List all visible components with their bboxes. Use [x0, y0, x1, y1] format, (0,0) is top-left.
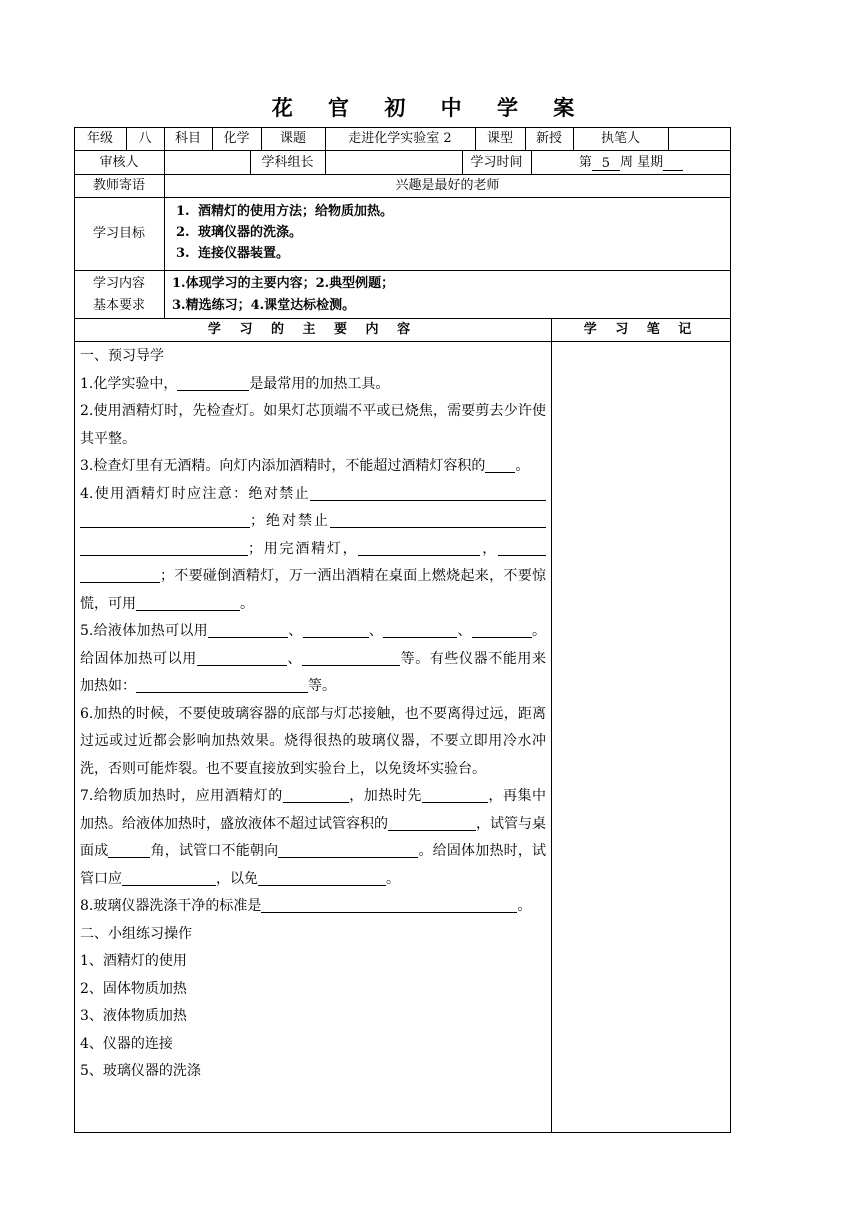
page-title: 花 官 初 中 学 案 — [271, 96, 589, 120]
question-5: 5.给液体加热可以用 、 、 、 。给固体加热可以用 、 等。有些仪器不能用来加热如： 等。 — [80, 623, 547, 694]
blank[interactable] — [278, 841, 418, 858]
blank[interactable] — [498, 539, 546, 556]
topic-value: 走进化学实验室 2 — [348, 131, 452, 146]
subject-value: 化学 — [223, 131, 250, 146]
notes-header: 学 习 笔 记 — [583, 322, 699, 337]
week-suffix: 周 星期 — [619, 154, 664, 170]
teacher-message: 兴趣是最好的老师 — [395, 178, 500, 193]
reviewer-label: 审核人 — [99, 154, 139, 170]
goals-label: 学习目标 — [92, 226, 145, 241]
type-value: 新授 — [535, 131, 562, 146]
blank[interactable] — [330, 511, 546, 528]
teacher-message-label: 教师寄语 — [92, 178, 145, 193]
main-content — [80, 343, 546, 1086]
blank[interactable] — [108, 841, 150, 858]
section-2-title: 二、小组练习操作 — [80, 925, 192, 942]
goal-item: 2. 玻璃仪器的洗涤。 — [176, 225, 303, 240]
blank[interactable] — [80, 566, 160, 583]
weekday-blank[interactable] — [663, 154, 683, 171]
week-number[interactable]: 5 — [592, 154, 620, 171]
blank[interactable] — [422, 786, 488, 803]
time-label: 学习时间 — [470, 154, 523, 170]
reviewer-value[interactable] — [164, 150, 250, 174]
blank[interactable] — [122, 869, 216, 886]
blank[interactable] — [383, 621, 457, 638]
list-item: 1、酒精灯的使用 — [80, 953, 187, 969]
requirements-label-line1: 学习内容 — [92, 276, 145, 291]
section-1-title: 一、预习导学 — [80, 348, 164, 364]
list-item: 5、玻璃仪器的洗涤 — [80, 1063, 201, 1079]
blank[interactable] — [283, 786, 349, 803]
blank[interactable] — [358, 539, 480, 556]
blank[interactable] — [388, 814, 476, 831]
grade-value: 八 — [138, 131, 152, 146]
list-item: 4、仪器的连接 — [80, 1035, 173, 1052]
question-4: 4.使用酒精灯时应注意：绝对禁止；绝对禁止；用完酒精灯， ，；不要碰倒酒精灯，万一洒出酒精在桌面上燃烧起来，不要惊慌，可用 。 — [80, 485, 546, 612]
author-value[interactable] — [668, 127, 731, 150]
requirements-label-line2: 基本要求 — [92, 298, 145, 313]
question-8: 8.玻璃仪器洗涤干净的标准是 。 — [80, 898, 532, 914]
requirements-line2: 3.精选练习；4.课堂达标检测。 — [172, 298, 356, 313]
blank[interactable] — [261, 896, 517, 913]
blank[interactable] — [310, 484, 546, 501]
week-prefix: 第 — [578, 154, 592, 170]
goal-item: 3. 连接仪器装置。 — [176, 246, 290, 261]
requirements-line1: 1.体现学习的主要内容；2.典型例题； — [172, 276, 395, 291]
blank[interactable] — [208, 621, 288, 638]
topic-label: 课题 — [279, 131, 306, 146]
notes-area[interactable] — [552, 342, 730, 1132]
blank[interactable] — [303, 621, 369, 638]
question-1: 1.化学实验中， 是最常用的加热工具。 — [80, 375, 390, 392]
question-7: 7.给物质加热时，应用酒精灯的 ，加热时先 ，再集中加热。给液体加热时，盛放液体不超过试管容积的 ，试管与桌面成 角，试管口不能朝向 。给固体加热时，试管口应 ，以免 。 — [80, 788, 547, 887]
subject-label: 科目 — [174, 131, 201, 146]
blank[interactable] — [197, 649, 287, 666]
blank[interactable] — [177, 374, 249, 391]
goal-item: 1. 酒精灯的使用方法；给物质加热。 — [176, 204, 394, 219]
blank[interactable] — [302, 649, 400, 666]
leader-value[interactable] — [325, 150, 462, 174]
author-label: 执笔人 — [600, 131, 640, 146]
type-label: 课型 — [486, 131, 513, 146]
question-2: 2.使用酒精灯时，先检查灯。如果灯芯顶端不平或已烧焦，需要剪去少许使其平整。 — [80, 403, 546, 447]
blank[interactable] — [485, 456, 515, 473]
blank[interactable] — [136, 594, 240, 611]
main-content-header: 学 习 的 主 要 内 容 — [207, 322, 418, 337]
blank[interactable] — [472, 621, 532, 638]
list-item: 3、液体物质加热 — [80, 1008, 187, 1024]
study-time-value — [531, 150, 731, 174]
grade-label: 年级 — [86, 131, 113, 146]
blank[interactable] — [80, 511, 250, 528]
blank[interactable] — [80, 539, 248, 556]
blank[interactable] — [136, 676, 308, 693]
blank[interactable] — [258, 869, 386, 886]
question-6: 6.加热的时候，不要使玻璃容器的底部与灯芯接触，也不要离得过远，距离过远或过近都会影响加热效果。烧得很热的玻璃仪器，不要立即用冷水冲洗，否则可能炸裂。也不要直接放到实验台上，以免烫坏实验台。 — [80, 705, 546, 777]
question-3: 3.检查灯里有无酒精。向灯内添加酒精时，不能超过酒精灯容积的 。 — [80, 458, 530, 474]
leader-label: 学科组长 — [261, 154, 314, 170]
list-item: 2、固体物质加热 — [80, 980, 187, 997]
